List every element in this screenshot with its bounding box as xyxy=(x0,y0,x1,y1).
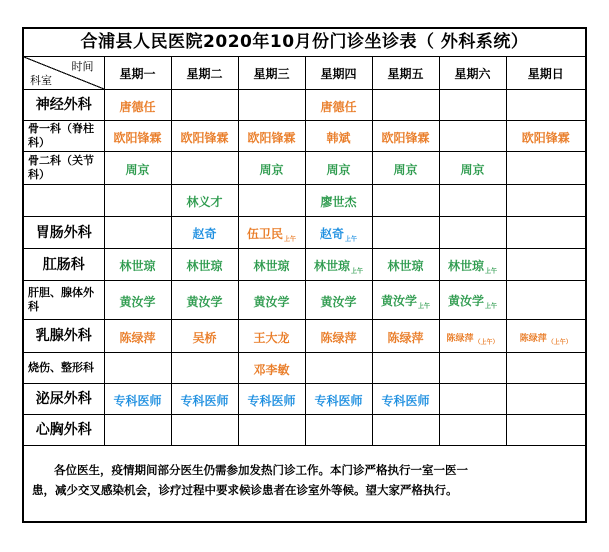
doctor-name: 专科医师 xyxy=(113,393,162,408)
corner-time-label: 时间 xyxy=(71,60,94,73)
dept-label: 泌尿外科 xyxy=(24,384,104,415)
doctor-name: 黄汝学 xyxy=(186,294,223,309)
doctor-name: 陈绿萍 xyxy=(519,334,547,344)
doctor-name: 林世琼 xyxy=(119,259,156,273)
schedule-cell xyxy=(104,90,171,121)
schedule-cell xyxy=(305,384,372,415)
doctor-name: 林义才 xyxy=(186,195,223,209)
schedule-cell xyxy=(104,415,171,446)
day-header: 星期日 xyxy=(506,57,585,90)
doctor-name: 韩斌 xyxy=(326,130,351,145)
schedule-cell xyxy=(238,281,305,320)
dept-label: 胃肠外科 xyxy=(24,217,104,249)
doctor-name: 陈绿萍 xyxy=(119,330,156,345)
schedule-row xyxy=(24,185,585,217)
doctor-name: 林世琼 xyxy=(253,259,290,273)
schedule-cell xyxy=(506,384,585,415)
schedule-row xyxy=(24,281,585,320)
doctor-name: 欧阳锋霖 xyxy=(247,130,296,145)
schedule-cell xyxy=(439,384,506,415)
schedule-cell xyxy=(104,249,171,281)
schedule-cell xyxy=(305,415,372,446)
schedule-cell xyxy=(439,152,506,185)
schedule-row xyxy=(24,384,585,415)
schedule-cell xyxy=(238,249,305,281)
day-header: 星期二 xyxy=(171,57,238,90)
doctor-name: 欧阳锋霖 xyxy=(381,130,430,145)
schedule-cell xyxy=(506,415,585,446)
schedule-cell xyxy=(305,281,372,320)
dept-label: 肝胆、腺体外科 xyxy=(24,281,104,320)
schedule-table xyxy=(24,57,585,446)
schedule-cell xyxy=(171,152,238,185)
day-header: 星期三 xyxy=(238,57,305,90)
schedule-cell xyxy=(506,121,585,152)
schedule-cell xyxy=(439,320,506,353)
schedule-cell xyxy=(171,353,238,384)
dept-label: 骨一科（脊柱科） xyxy=(24,121,104,152)
dept-label: 肛肠科 xyxy=(24,249,104,281)
doctor-name: 王大龙 xyxy=(253,330,290,345)
doctor-name: 林世琼 xyxy=(387,259,424,273)
schedule-cell xyxy=(104,152,171,185)
schedule-row xyxy=(24,90,585,121)
schedule-row xyxy=(24,415,585,446)
schedule-cell xyxy=(238,415,305,446)
schedule-cell xyxy=(171,415,238,446)
schedule-cell xyxy=(506,249,585,281)
dept-label xyxy=(24,185,104,217)
doctor-name: 周京 xyxy=(393,162,418,177)
schedule-cell xyxy=(439,415,506,446)
schedule-cell xyxy=(238,90,305,121)
notice-line-2: 患，减少交叉感染机会，诊疗过程中要求候诊患者在诊室外等候。望大家严格执行。 xyxy=(32,483,458,497)
doctor-name: 陈绿萍 xyxy=(446,334,474,344)
schedule-cell xyxy=(506,217,585,249)
schedule-cell xyxy=(372,90,439,121)
doctor-name: 欧阳锋霖 xyxy=(521,130,570,145)
page-title: 合浦县人民医院2020年10月份门诊坐诊表（ 外科系统） xyxy=(24,29,585,57)
schedule-row xyxy=(24,217,585,249)
doctor-name: 赵奇 xyxy=(192,227,217,241)
doctor-name: 周京 xyxy=(259,162,284,177)
schedule-cell xyxy=(305,90,372,121)
schedule-row xyxy=(24,249,585,281)
doctor-name: 专科医师 xyxy=(314,393,363,408)
schedule-cell xyxy=(372,249,439,281)
day-header: 星期五 xyxy=(372,57,439,90)
doctor-name: 黄汝学 xyxy=(320,294,357,309)
doctor-name: 吴桥 xyxy=(192,330,217,345)
schedule-cell xyxy=(305,249,372,281)
dept-label: 心胸外科 xyxy=(24,415,104,446)
doctor-name: 廖世杰 xyxy=(320,195,357,209)
doctor-name: 林世琼 xyxy=(313,258,350,273)
schedule-cell xyxy=(439,90,506,121)
schedule-cell xyxy=(372,384,439,415)
schedule-cell xyxy=(238,217,305,249)
schedule-cell xyxy=(372,185,439,217)
corner-cell xyxy=(24,57,104,90)
schedule-row xyxy=(24,152,585,185)
schedule-cell xyxy=(372,217,439,249)
schedule-cell xyxy=(238,384,305,415)
corner-dept-label: 科室 xyxy=(30,74,52,87)
schedule-cell xyxy=(372,152,439,185)
schedule-row xyxy=(24,353,585,384)
schedule-cell xyxy=(238,121,305,152)
schedule-row xyxy=(24,121,585,152)
doctor-name: 周京 xyxy=(326,162,351,177)
doctor-name: 黄汝学 xyxy=(447,294,484,308)
doctor-name: 专科医师 xyxy=(247,393,296,408)
doctor-name: 周京 xyxy=(460,162,485,177)
doctor-name: 赵奇 xyxy=(319,226,344,241)
dept-label: 乳腺外科 xyxy=(24,320,104,353)
schedule-cell xyxy=(238,152,305,185)
schedule-cell xyxy=(439,185,506,217)
doctor-name: 黄汝学 xyxy=(119,294,156,309)
schedule-cell xyxy=(171,185,238,217)
schedule-cell xyxy=(305,320,372,353)
schedule-cell xyxy=(171,249,238,281)
session-note: 上午 xyxy=(485,267,498,275)
schedule-cell xyxy=(171,217,238,249)
schedule-cell xyxy=(506,185,585,217)
day-header: 星期一 xyxy=(104,57,171,90)
schedule-sheet xyxy=(22,27,587,523)
schedule-cell xyxy=(305,121,372,152)
schedule-cell xyxy=(372,121,439,152)
session-note: 上午 xyxy=(351,267,364,275)
doctor-name: 专科医师 xyxy=(180,393,229,408)
schedule-cell xyxy=(171,90,238,121)
doctor-name: 黄汝学 xyxy=(380,294,417,308)
day-header: 星期四 xyxy=(305,57,372,90)
schedule-cell xyxy=(305,353,372,384)
schedule-cell xyxy=(506,353,585,384)
schedule-cell xyxy=(305,185,372,217)
doctor-name: 唐德任 xyxy=(119,99,156,114)
schedule-cell xyxy=(305,217,372,249)
schedule-cell xyxy=(171,384,238,415)
doctor-name: 林世琼 xyxy=(186,259,223,273)
day-header: 星期六 xyxy=(439,57,506,90)
doctor-name: 专科医师 xyxy=(381,393,430,408)
schedule-cell xyxy=(372,320,439,353)
schedule-cell xyxy=(506,320,585,353)
schedule-cell xyxy=(238,320,305,353)
schedule-cell xyxy=(104,121,171,152)
schedule-cell xyxy=(104,281,171,320)
schedule-cell xyxy=(439,353,506,384)
schedule-cell xyxy=(506,281,585,320)
doctor-name: 伍卫民 xyxy=(246,226,283,241)
header-row xyxy=(24,57,585,90)
doctor-name: 欧阳锋霖 xyxy=(180,130,229,145)
schedule-cell xyxy=(171,121,238,152)
doctor-name: 周京 xyxy=(125,162,150,177)
schedule-cell xyxy=(104,217,171,249)
schedule-row xyxy=(24,320,585,353)
session-note: 上午 xyxy=(418,303,431,310)
doctor-name: 欧阳锋霖 xyxy=(113,130,162,145)
schedule-cell xyxy=(104,353,171,384)
doctor-name: 林世琼 xyxy=(447,258,484,273)
session-note: 上午 xyxy=(284,235,297,243)
schedule-cell xyxy=(372,415,439,446)
schedule-cell xyxy=(171,281,238,320)
notice-line-1: 各位医生，疫情期间部分医生仍需参加发热门诊工作。本门诊严格执行一室一医一 xyxy=(54,463,468,477)
doctor-name: 陈绿萍 xyxy=(320,330,357,345)
schedule-cell xyxy=(439,281,506,320)
schedule-cell xyxy=(439,249,506,281)
dept-label: 神经外科 xyxy=(24,90,104,121)
schedule-cell xyxy=(439,217,506,249)
schedule-cell xyxy=(372,353,439,384)
schedule-cell xyxy=(506,90,585,121)
schedule-cell xyxy=(104,185,171,217)
doctor-name: 黄汝学 xyxy=(253,294,290,309)
schedule-cell xyxy=(439,121,506,152)
schedule-cell xyxy=(305,152,372,185)
schedule-cell xyxy=(104,320,171,353)
doctor-name: 唐德任 xyxy=(320,99,357,114)
schedule-cell xyxy=(171,320,238,353)
schedule-cell xyxy=(238,185,305,217)
schedule-cell xyxy=(238,353,305,384)
session-note: （上午） xyxy=(547,339,572,346)
notice-text xyxy=(24,446,585,518)
schedule-cell xyxy=(372,281,439,320)
session-note: （上午） xyxy=(474,339,499,346)
schedule-cell xyxy=(506,152,585,185)
schedule-cell xyxy=(104,384,171,415)
doctor-name: 邓李敏 xyxy=(253,362,290,377)
doctor-name: 陈绿萍 xyxy=(387,330,424,345)
dept-label: 烧伤、整形科 xyxy=(24,353,104,384)
session-note: 上午 xyxy=(345,235,358,243)
dept-label: 骨二科（关节科） xyxy=(24,152,104,185)
session-note: 上午 xyxy=(485,303,498,310)
